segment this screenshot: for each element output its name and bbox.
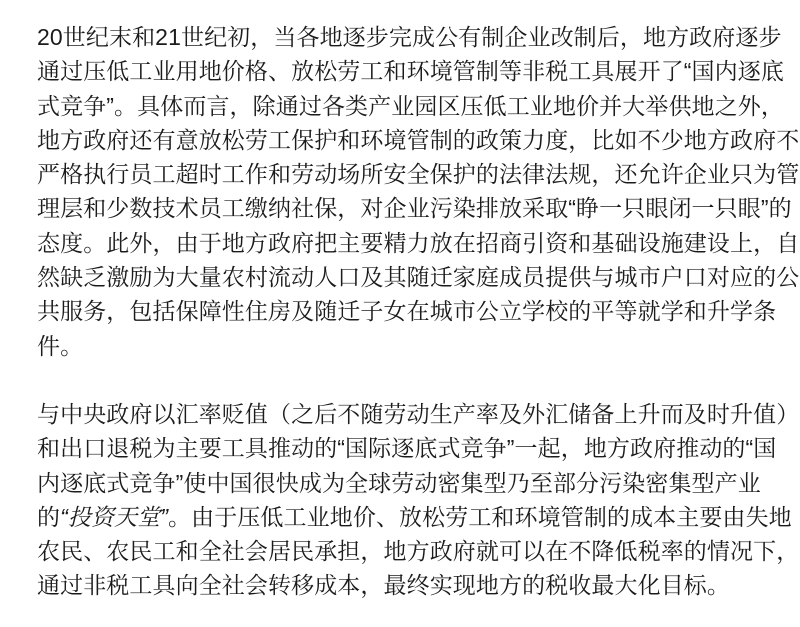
text-line: 态度。此外，由于地方政府把主要精力放在招商引资和基础设施建设上，自: [37, 229, 800, 256]
paragraph-2: [37, 397, 800, 603]
text-line: [37, 500, 792, 534]
italic-phrase: “投资天堂”: [60, 503, 169, 530]
text-line: 内逐底式竞争”使中国很快成为全球劳动密集型乃至部分污染密集型产业: [37, 469, 761, 496]
text-line: 通过非税工具向全社会转移成本，最终实现地方的税收最大化目标。: [37, 572, 730, 599]
text-segment: 。由于压低工业地价、放松劳工和环境管制的成本主要由失地: [168, 503, 792, 530]
text-line: 20世纪末和21世纪初，当各地逐步完成公有制企业改制后，地方政府逐步: [37, 24, 782, 50]
text-line: 通过压低工业用地价格、放松劳工和环境管制等非税工具展开了“国内逐底: [37, 58, 784, 85]
text-line: 共服务，包括保障性住房及随迁子女在城市公立学校的平等就学和升学条: [37, 298, 777, 325]
text-line: 与中央政府以汇率贬值（之后不随劳动生产率及外汇储备上升而及时升值）: [37, 400, 800, 427]
text-line: 严格执行员工超时工作和劳动场所安全保护的法律法规，还允许企业只为管: [37, 161, 800, 188]
text-line: 和出口退税为主要工具推动的“国际逐底式竞争”一起，地方政府推动的“国: [37, 435, 777, 462]
text-line: 农民、农民工和全社会居民承担，地方政府就可以在不降低税率的情况下，: [37, 538, 800, 565]
text-line: 理层和少数技术员工缴纳社保，对企业污染排放采取“睁一只眼闭一只眼”的: [37, 195, 792, 222]
text-line: 件。: [37, 332, 84, 359]
text-line: 式竞争”。具体而言，除通过各类产业园区压低工业地价并大举供地之外，: [37, 92, 784, 119]
text-line: 地方政府还有意放松劳工保护和环境管制的政策力度，比如不少地方政府不: [37, 126, 800, 153]
text-line: 然缺乏激励为大量农村流动人口及其随迁家庭成员提供与城市户口对应的公: [37, 264, 800, 291]
paragraph-1: [37, 20, 800, 363]
text-segment: 的: [37, 503, 61, 530]
